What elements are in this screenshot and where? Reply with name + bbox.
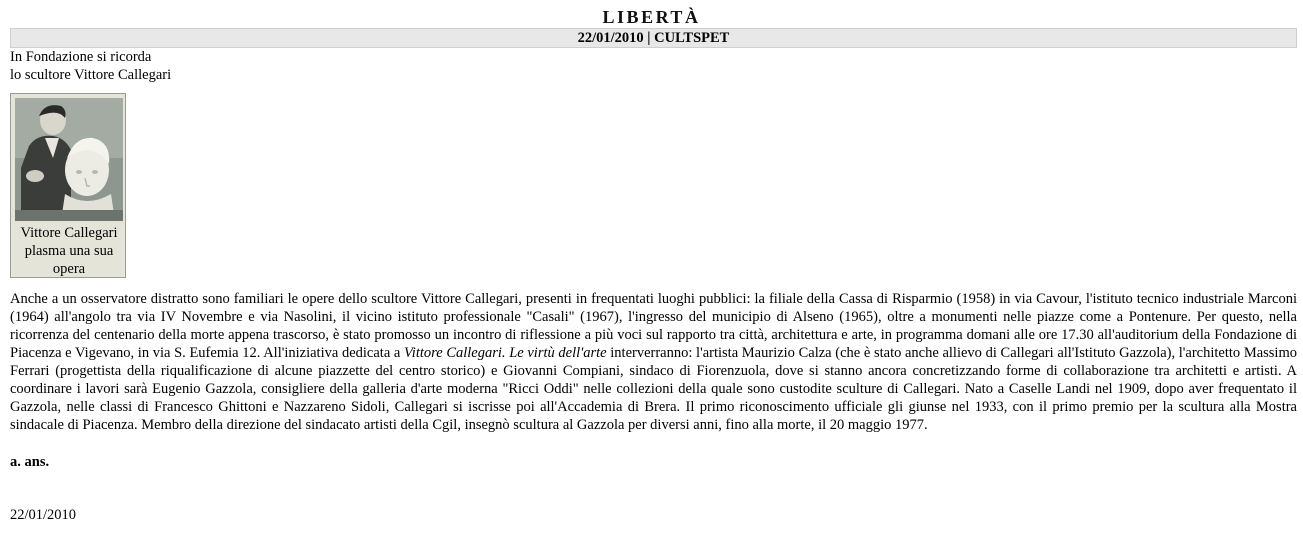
- article-text-part-2: interverranno: l'artista Maurizio Calza (che è stato anche allievo di Callegari all'Istituto Gazzola), l'architetto Massimo Ferrari (progettista della riqualificazione di alcune piazzette del centro storico) e Giovanni Compiani, sindaco di Fiorenzuola, dove si stanno ancora concretizzando forme di collaborazione tra architetti e artisti. A coordinare i lavori sarà Eugenio Gazzola, consigliere della galleria d'arte moderna "Ricci Oddi" nelle collezioni della quale sono custodite sculture di Callegari. Nato a Caselle Landi nel 1909, dopo aver frequentato il Gazzola, nelle classi di Francesco Ghittoni e Nazzareno Sidoli, Callegari si iscrisse poi all'Accademia di Brera. Il primo riconoscimento ufficiale gli giunse nel 1933, con il primo premio per la scultura alla Mostra sindacale di Piacenza. Membro della direzione del sindacato artisti della Cgil, insegnò scultura al Gazzola per diversi anni, fino alla morte, il 20 maggio 1977.: [10, 345, 1297, 433]
- article-text-part-1: Anche a un osservatore distratto sono familiari le opere dello scultore Vittore Callegari, presenti in frequentati luoghi pubblici: la filiale della Cassa di Risparmio (1958) in via Cavour, l'istituto tecnico industriale Marconi (1964) all'angolo tra via IV Novembre e via Nasolini, il vicino istituto professionale "Casali" (1967), l'ingresso del municipio di Alseno (1965), oltre a monumenti nelle piazze come a Pontenure. Per questo, nella ricorrenza del centenario della morte appena trascorso, è stato promosso un incontro di riflessione a più voci sul rapporto tra città, architettura e arte, in programma domani alle ore 17.30 all'auditorium della Fondazione di Piacenza e Vigevano, in via S. Eufemia 12. All'iniziativa dedicata a: [10, 291, 1297, 361]
- article-author: a. ans.: [10, 454, 50, 470]
- dateline-bar: 22/01/2010 | CULTSPET: [10, 28, 1297, 48]
- photo-figure: [10, 93, 126, 278]
- article-headline: [10, 48, 171, 84]
- headline-line-1: In Fondazione si ricorda: [10, 49, 152, 65]
- footer-date: 22/01/2010: [10, 507, 77, 523]
- headline-line-2: lo scultore Vittore Callegari: [10, 67, 172, 83]
- sculptor-photo: [15, 98, 123, 221]
- newspaper-logo: LIBERTÀ: [602, 7, 701, 27]
- sculptor-photo-illustration: [15, 98, 123, 221]
- event-title: Vittore Callegari. Le virtù dell'arte: [404, 345, 607, 361]
- photo-caption: Vittore Callegari plasma una sua opera: [20, 225, 118, 277]
- masthead: [0, 6, 1303, 28]
- article-body: [10, 290, 1297, 434]
